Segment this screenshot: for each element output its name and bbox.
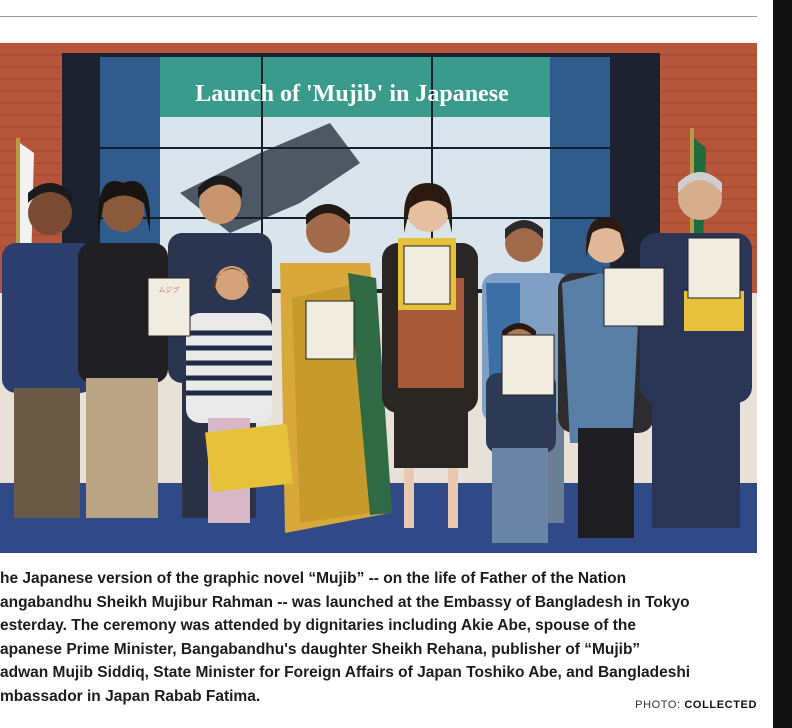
screen-title: Launch of 'Mujib' in Japanese [195,81,509,107]
book-cover-title: ムジブ [158,286,180,294]
photo-credit [635,699,757,711]
photo-credit-source: COLLECTED [684,699,757,711]
caption-line: he Japanese version of the graphic novel “Mujib” -- on the life of Father of the Nation [0,570,627,587]
event-photo-illustration [0,43,757,553]
caption-line: apanese Prime Minister, Bangabandhu's daughter Sheikh Rehana, publisher of “Mujib” [0,640,641,658]
caption-line: esterday. The ceremony was attended by dignitaries including Akie Abe, spouse of the [0,617,636,634]
caption-line: angabandhu Sheikh Mujibur Rahman -- was launched at the Embassy of Bangladesh in Tokyo [0,593,690,611]
event-photo [0,43,757,553]
top-rule [0,16,757,17]
caption-line: adwan Mujib Siddiq, State Minister for Foreign Affairs of Japan Toshiko Abe, and Bangladeshi [0,664,691,681]
photo-credit-label: PHOTO: [635,699,681,711]
page-edge-bar [773,0,792,728]
photo-caption [0,567,757,708]
caption-line: mbassador in Japan Rabab Fatima. [0,687,261,705]
